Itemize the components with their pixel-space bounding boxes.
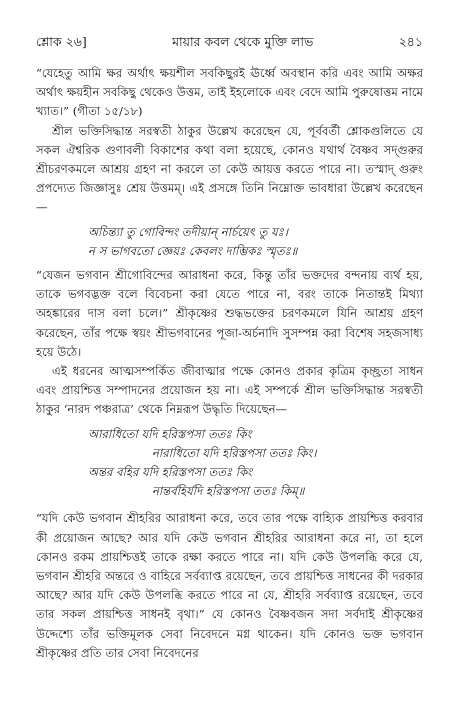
verse-line: ন স ভাগবতো জ্ঞেয়ঃ কেবলং দাম্ভিকঃ স্মৃতঃ॥ [88, 243, 298, 258]
sanskrit-verse-1 [36, 223, 423, 261]
purport-paragraph-1: শ্রীল ভক্তিসিদ্ধান্ত সরস্বতী ঠাকুর উল্লেখ করেছেন যে, পূর্ববর্তী শ্লোকগুলিতে যে সকল ঐশ্বরিক গুণাবলী বিকাশের কথা বলা হয়েছে, কোনও যথার্থ বৈষ্ণব সদ্গুরুর শ্রীচরণকমলে আশ্রয় গ্রহণ না করলে তা কেউ আয়ত্ত করতে পারে না। তস্মাদ্ গুরুং প্রপদ্যেত জিজ্ঞাসুঃ শ্রেয় উত্তমম্। এই প্রসঙ্গে তিনি নিম্নোক্ত ভাবধারা উল্লেখ করেছেন— [36, 123, 423, 215]
verse-line: নারাধিতো যদি হরিস্তপসা ততঃ কিং। [152, 445, 317, 460]
verse-line: অচিন্ত্যা তু গোবিন্দং তদীয়ান্ নার্চয়েৎ তু যঃ। [88, 224, 289, 239]
gita-quote-paragraph: “যেহেতু আমি ক্ষর অর্থাৎ ক্ষয়শীল সবকিছুরই ঊর্ধ্বে অবস্থান করি এবং আমি অক্ষর অর্থাৎ ক্ষয়হীন সবকিছু থেকেও উত্তম, তাই ইহলোকে এবং বেদে আমি পুরুষোত্তম নামে খ্যাত।” (গীতা ১৫/১৮) [36, 66, 423, 119]
purport-paragraph-2: এই ধরনের আত্মসম্পর্কিত জীবাত্মার পক্ষে কোনও প্রকার কৃত্রিম কৃচ্ছ্রতা সাধন এবং প্রায়শ্চিত্ত সম্পাদনের প্রয়োজন হয় না। এই সম্পর্কে শ্রীল ভক্তিসিদ্ধান্ত সরস্বতী ঠাকুর ‘নারদ পঞ্চরাত্র’ থেকে নিম্নরূপ উদ্ধৃতি দিয়েছেন— [36, 364, 423, 417]
translation-paragraph-1: “যেজন ভগবান শ্রীগোবিন্দের আরাধনা করে, কিন্তু তাঁর ভক্তদের বন্দনায় ব্যর্থ হয়, তাকে ভগবদ্ভক্ত বলে বিবেচনা করা যেতে পারে না, বরং তাকে নিতান্তই মিথ্যা অহঙ্কারের দাস বলা চলে।” শ্রীকৃষ্ণের শুদ্ধভক্তের চরণকমলে যিনি আশ্রয় গ্রহণ করেছেন, তাঁর পক্ষে স্বয়ং শ্রীভগবানের পূজা-অর্চনাদি সুসম্পন্ন করা বিশেষ সহজসাধ্য হয়ে উঠে। [36, 268, 423, 359]
sanskrit-verse-2 [36, 425, 423, 502]
verse-line: নান্তর্বহির্যদি হরিস্তপসা ততঃ কিম্॥ [152, 484, 305, 499]
page-header [36, 34, 423, 50]
verse-line: অন্তর বহির যদি হরিস্তপসা ততঃ কিং [88, 465, 253, 480]
page-number: ২৪১ [398, 34, 423, 49]
chapter-title: মায়ার কবল থেকে মুক্তি লাভ [172, 34, 314, 49]
verse-line: আরাধিতো যদি হরিস্তপসা ততঃ কিং [88, 426, 252, 441]
translation-paragraph-2: “যদি কেউ ভগবান শ্রীহরির আরাধনা করে, তবে তার পক্ষে বাহ্যিক প্রায়শ্চিত্ত করবার কী প্রয়োজন আছে? আর যদি কেউ ভগবান শ্রীহরির আরাধনা করে না, তা হলে কোনও রকম প্রায়শ্চিত্তই তাকে রক্ষা করতে পারে না। যদি কেউ উপলব্ধি করে যে, ভগবান শ্রীহরি অন্তরে ও বাহিরে সর্বব্যাপ্ত রয়েছেন, তবে প্রায়শ্চিত্ত সাধনের কী দরকার আছে? আর যদি কেউ উপলব্ধি করতে পারে না যে, শ্রীহরি সর্বব্যাপ্ত রয়েছেন, তবে তার সকল প্রায়শ্চিত্ত সাধনই বৃথা।” যে কোনও বৈষ্ণবজন সদা সর্বদাই শ্রীকৃষ্ণের উদ্দেশ্যে তাঁর ভক্তিমূলক সেবা নিবেদনে মগ্ন থাকেন। যদি কোনও ভক্ত ভগবান শ্রীকৃষ্ণের প্রতি তার সেবা নিবেদনের [36, 511, 423, 660]
verse-reference: শ্লোক ২৬] [36, 34, 87, 49]
